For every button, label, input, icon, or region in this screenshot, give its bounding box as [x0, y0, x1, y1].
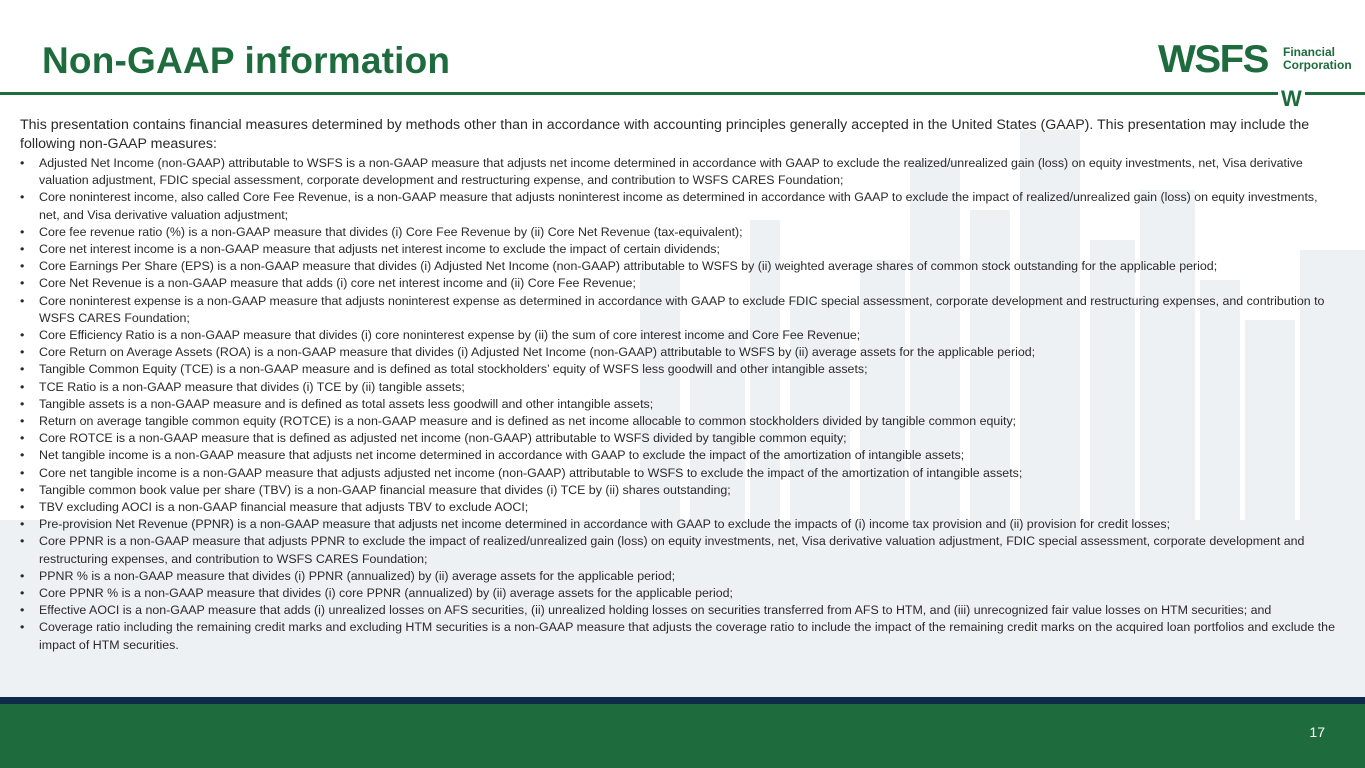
list-item-text: Core noninterest income, also called Core Fee Revenue, is a non-GAAP measure that adjusts noninterest income as determined in accordance with GAAP to exclude the impact of realized/unrealized gain (loss) on equity investments, net, and Visa derivative valuation adjustment; [39, 190, 1318, 222]
footer-band [0, 704, 1365, 768]
bullet-glyph: • [20, 465, 25, 480]
bullet-glyph: • [20, 224, 25, 239]
bullet-glyph: • [20, 362, 25, 377]
logo-subtitle [1283, 46, 1352, 72]
bullet-glyph: • [20, 156, 25, 170]
logo-wordmark: WSFS [1158, 38, 1268, 81]
list-item [20, 396, 1340, 413]
bullet-glyph: • [20, 603, 25, 618]
list-item-text: Pre-provision Net Revenue (PPNR) is a non-GAAP measure that adjusts net income determined in accordance with GAAP to exclude the impacts of (i) income tax provision and (ii) provision for credit losses; [39, 517, 1171, 532]
bullet-glyph: • [20, 328, 25, 343]
list-item-text: Core net interest income is a non-GAAP measure that adjusts net interest income to exclude the impact of certain dividends; [39, 242, 720, 257]
bullet-glyph: • [20, 190, 25, 205]
list-item [20, 533, 1340, 567]
bullet-glyph: • [20, 517, 25, 532]
list-item-text: Tangible Common Equity (TCE) is a non-GAAP measure and is defined as total stockholders’ equity of WSFS less goodwill and other intangible assets; [39, 362, 868, 377]
list-item-text: Tangible common book value per share (TBV) is a non-GAAP financial measure that divides (i) TCE by (ii) shares outstanding; [39, 482, 731, 497]
list-item-text: TBV excluding AOCI is a non-GAAP financial measure that adjusts TBV to exclude AOCI; [39, 500, 529, 515]
list-item-text: Coverage ratio including the remaining credit marks and excluding HTM securities is a non-GAAP measure that adjusts the coverage ratio to include the impact of the remaining credit marks on the acquired loan portfolios and exclude the impact of HTM securities. [39, 620, 1335, 652]
bullet-glyph: • [20, 568, 25, 583]
logo-line-corporation: Corporation [1283, 58, 1352, 72]
list-item-text: TCE Ratio is a non-GAAP measure that divides (i) TCE by (ii) tangible assets; [39, 379, 465, 394]
list-item-text: Core Net Revenue is a non-GAAP measure that adds (i) core net interest income and (ii) Core Fee Revenue; [39, 276, 636, 291]
list-item-text: Core Earnings Per Share (EPS) is a non-GAAP measure that divides (i) Adjusted Net Income (non-GAAP) attributable to WSFS by (ii) weighted average shares of common stock outstanding for the applicable period; [39, 259, 1218, 274]
footer-divider [0, 697, 1365, 704]
page-number: 17 [1309, 724, 1325, 740]
list-item-text: Core Efficiency Ratio is a non-GAAP measure that divides (i) core noninterest expense by (ii) the sum of core interest income and Core Fee Revenue; [39, 328, 861, 343]
list-item [20, 516, 1340, 533]
bullet-glyph: • [20, 534, 25, 549]
list-item [20, 293, 1340, 327]
list-item [20, 224, 1340, 241]
bullet-glyph: • [20, 448, 25, 463]
list-item [20, 585, 1340, 602]
bullet-glyph: • [20, 259, 25, 274]
list-item [20, 241, 1340, 258]
bullet-glyph: • [20, 379, 25, 394]
list-item [20, 258, 1340, 275]
list-item [20, 499, 1340, 516]
bullet-glyph: • [20, 276, 25, 291]
logo-w-mark: W [1278, 88, 1305, 110]
list-item [20, 619, 1340, 653]
logo-line-financial: Financial [1283, 45, 1336, 59]
bullet-glyph: • [20, 396, 25, 411]
intro-paragraph: This presentation contains financial measures determined by methods other than in accordance with accounting principles generally accepted in the United States (GAAP). This presentation may include the following non-GAAP measures: [20, 117, 1310, 152]
list-item [20, 275, 1340, 292]
list-item-text: Tangible assets is a non-GAAP measure and is defined as total assets less goodwill and other intangible assets; [39, 396, 654, 411]
bullet-glyph: • [20, 482, 25, 497]
list-item [20, 361, 1340, 378]
bullet-glyph: • [20, 431, 25, 446]
bullet-glyph: • [20, 620, 25, 635]
non-gaap-measures-list [20, 155, 1340, 654]
content-area [20, 116, 1340, 654]
list-item-text: Effective AOCI is a non-GAAP measure that adds (i) unrealized losses on AFS securities, (ii) unrealized holding losses on securities transferred from AFS to HTM, and (iii) unrecognized fair value losses on HTM securities; and [39, 603, 1272, 618]
list-item-text: Core fee revenue ratio (%) is a non-GAAP measure that divides (i) Core Fee Revenue by (ii) Core Net Revenue (tax-equivalent); [39, 224, 743, 239]
list-item [20, 344, 1340, 361]
list-item [20, 327, 1340, 344]
list-item [20, 155, 1340, 189]
list-item-text: Core PPNR % is a non-GAAP measure that divides (i) core PPNR (annualized) by (ii) average assets for the applicable period; [39, 586, 733, 601]
slide-title: Non-GAAP information [42, 40, 451, 81]
bullet-glyph: • [20, 345, 25, 360]
list-item [20, 189, 1340, 223]
bullet-glyph: • [20, 242, 25, 257]
bullet-glyph: • [20, 293, 25, 308]
list-item-text: Core net tangible income is a non-GAAP measure that adjusts adjusted net income (non-GAAP) attributable to WSFS to exclude the impact of the amortization of intangible assets; [39, 465, 1023, 480]
list-item [20, 379, 1340, 396]
list-item-text: Core PPNR is a non-GAAP measure that adjusts PPNR to exclude the impact of realized/unrealized gain (loss) on equity investments, net, Visa derivative valuation adjustment, FDIC special assessment, corporate development and restructuring expenses, and contribution to WSFS CARES Foundation; [39, 534, 1305, 566]
bullet-glyph: • [20, 414, 25, 429]
list-item-text: Return on average tangible common equity (ROTCE) is a non-GAAP measure and is defined as net income allocable to common stockholders divided by tangible common equity; [39, 414, 1017, 429]
bullet-glyph: • [20, 500, 25, 515]
list-item-text: Net tangible income is a non-GAAP measure that adjusts net income determined in accordance with GAAP to exclude the impact of the amortization of intangible assets; [39, 448, 965, 463]
list-item [20, 602, 1340, 619]
list-item-text: PPNR % is a non-GAAP measure that divides (i) PPNR (annualized) by (ii) average assets for the applicable period; [39, 568, 676, 583]
list-item-text: Core ROTCE is a non-GAAP measure that is defined as adjusted net income (non-GAAP) attributable to WSFS divided by tangible common equity; [39, 431, 847, 446]
list-item [20, 447, 1340, 464]
list-item-text: Core Return on Average Assets (ROA) is a non-GAAP measure that divides (i) Adjusted Net Income (non-GAAP) attributable to WSFS by (ii) average assets for the applicable period; [39, 345, 1036, 360]
bullet-glyph: • [20, 586, 25, 601]
list-item-text: Adjusted Net Income (non-GAAP) attributable to WSFS is a non-GAAP measure that adjusts net income determined in accordance with GAAP to exclude the realized/unrealized gain (loss) on equity investments, net, Visa derivative valuation adjustment, FDIC special assessment, corporate development and restructuring expense, and contribution to WSFS CARES Foundation; [39, 156, 1303, 188]
list-item [20, 430, 1340, 447]
list-item [20, 568, 1340, 585]
list-item [20, 482, 1340, 499]
list-item-text: Core noninterest expense is a non-GAAP measure that adjusts noninterest expense as determined in accordance with GAAP to exclude FDIC special assessment, corporate development and restructuring expenses, and contribution to WSFS CARES Foundation; [39, 293, 1325, 325]
wsfs-logo [1158, 40, 1358, 112]
list-item [20, 465, 1340, 482]
list-item [20, 413, 1340, 430]
